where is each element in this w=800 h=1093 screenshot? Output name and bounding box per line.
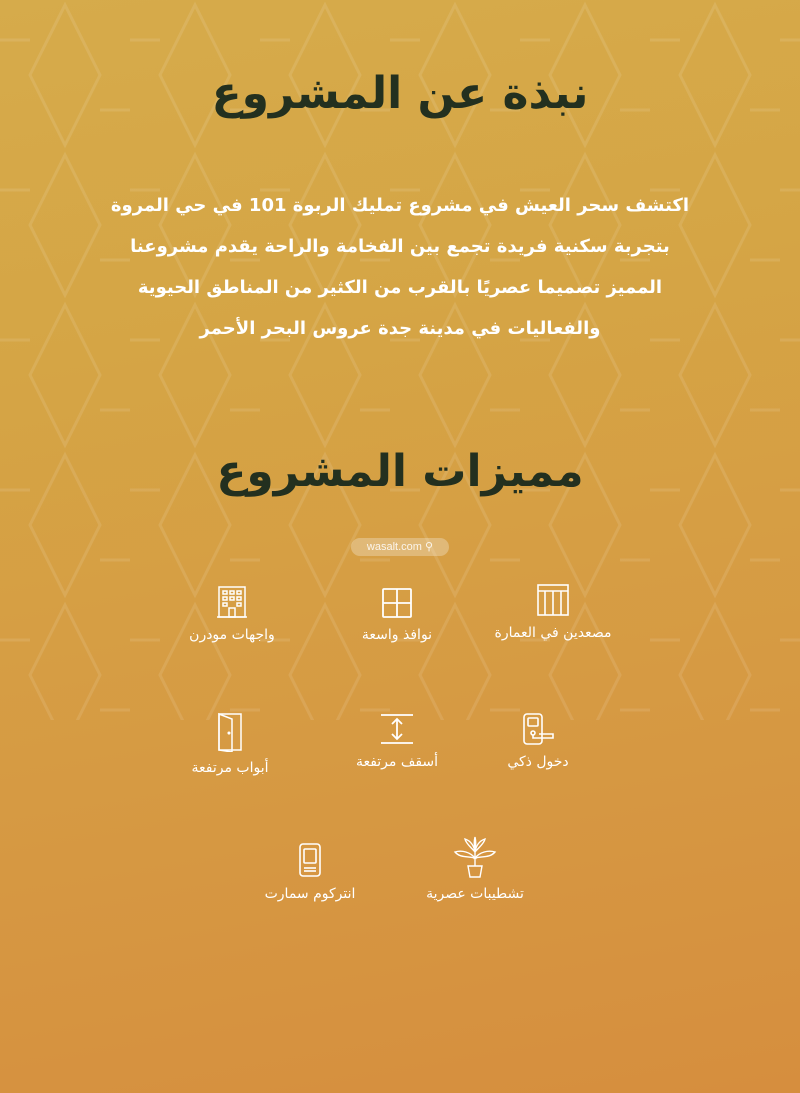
- about-line: اكتشف سحر العيش في مشروع تمليك الربوة 101 في حي المروة: [110, 195, 690, 216]
- watermark: [351, 538, 449, 556]
- watermark-text: wasalt.com: [366, 541, 422, 553]
- feature-label: انتركوم سمارت: [264, 886, 356, 902]
- plant-icon: [452, 836, 498, 878]
- feature-label: واجهات مودرن: [189, 627, 275, 643]
- feature-label: أبواب مرتفعة: [191, 760, 269, 776]
- feature-high-doors: [130, 712, 330, 776]
- intercom-icon: [297, 842, 323, 878]
- feature-label: نوافذ واسعة: [361, 627, 433, 643]
- about-description: [90, 185, 710, 349]
- about-line: والفعاليات في مدينة جدة عروس البحر الأحمر: [199, 318, 601, 339]
- feature-label: دخول ذكي: [507, 754, 569, 770]
- location-pin-icon: ⚲: [425, 541, 434, 553]
- feature-label: مصعدين في العمارة: [494, 625, 612, 641]
- feature-label: أسقف مرتفعة: [355, 754, 439, 770]
- building-icon: [216, 585, 248, 619]
- about-section-title: نبذة عن المشروع: [211, 68, 589, 119]
- about-line: المميز تصميما عصريًا بالقرب من الكثير من المناطق الحيوية: [137, 277, 663, 298]
- smart-lock-icon: [521, 712, 555, 746]
- about-line: بتجربة سكنية فريدة تجمع بين الفخامة والراحة يقدم مشروعنا: [130, 236, 670, 257]
- feature-facades: [132, 585, 332, 643]
- features-section-title: مميزات المشروع: [216, 446, 584, 497]
- door-icon: [214, 712, 246, 752]
- window-icon: [381, 587, 413, 619]
- feature-smart-intercom: [210, 842, 410, 902]
- elevator-icon: [536, 583, 570, 617]
- ceiling-height-icon: [380, 712, 414, 746]
- feature-label: تشطيبات عصرية: [426, 886, 524, 902]
